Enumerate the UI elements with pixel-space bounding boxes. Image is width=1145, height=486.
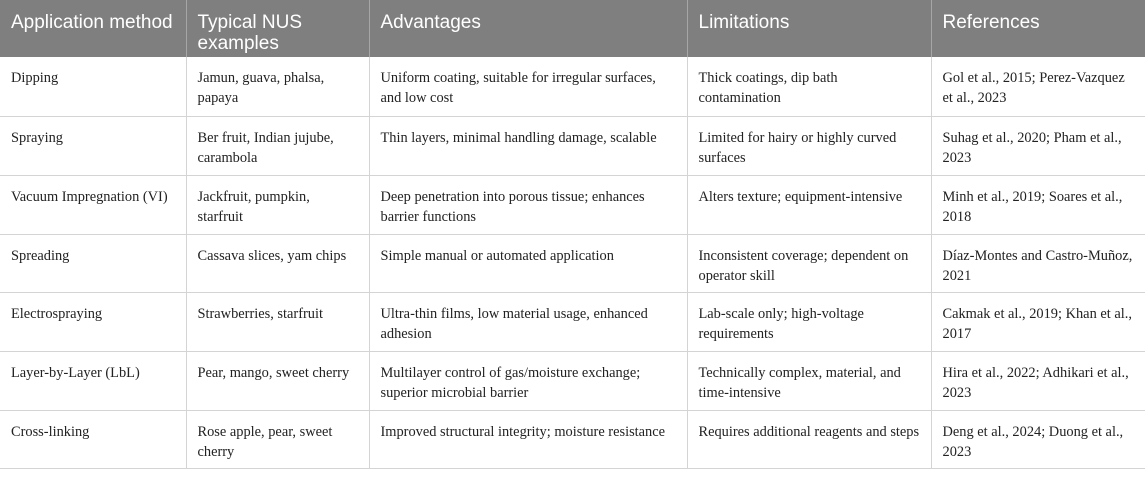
cell-method: Vacuum Impregnation (VI) bbox=[0, 175, 186, 234]
header-advantages: Advantages bbox=[369, 0, 687, 57]
cell-limitations: Thick coatings, dip bath contamination bbox=[687, 57, 931, 116]
cell-examples: Jackfruit, pumpkin, starfruit bbox=[186, 175, 369, 234]
cell-examples: Strawberries, starfruit bbox=[186, 292, 369, 351]
cell-references: Cakmak et al., 2019; Khan et al., 2017 bbox=[931, 292, 1145, 351]
cell-examples: Ber fruit, Indian jujube, carambola bbox=[186, 116, 369, 175]
cell-limitations: Inconsistent coverage; dependent on operator skill bbox=[687, 234, 931, 292]
cell-limitations: Requires additional reagents and steps bbox=[687, 410, 931, 468]
cell-limitations: Lab-scale only; high-voltage requirements bbox=[687, 292, 931, 351]
cell-references: Díaz-Montes and Castro-Muñoz, 2021 bbox=[931, 234, 1145, 292]
table-row bbox=[0, 116, 1145, 175]
cell-advantages: Thin layers, minimal handling damage, scalable bbox=[369, 116, 687, 175]
cell-examples: Rose apple, pear, sweet cherry bbox=[186, 410, 369, 468]
table-row bbox=[0, 351, 1145, 410]
cell-limitations: Alters texture; equipment-intensive bbox=[687, 175, 931, 234]
table-row bbox=[0, 410, 1145, 468]
cell-method: Cross-linking bbox=[0, 410, 186, 468]
cell-examples: Jamun, guava, phalsa, papaya bbox=[186, 57, 369, 116]
cell-method: Layer-by-Layer (LbL) bbox=[0, 351, 186, 410]
header-limitations: Limitations bbox=[687, 0, 931, 57]
header-typical-nus-examples: Typical NUS examples bbox=[186, 0, 369, 57]
cell-advantages: Improved structural integrity; moisture resistance bbox=[369, 410, 687, 468]
cell-advantages: Multilayer control of gas/moisture exchange; superior microbial barrier bbox=[369, 351, 687, 410]
cell-method: Spreading bbox=[0, 234, 186, 292]
cell-limitations: Limited for hairy or highly curved surfaces bbox=[687, 116, 931, 175]
cell-limitations: Technically complex, material, and time-intensive bbox=[687, 351, 931, 410]
cell-method: Dipping bbox=[0, 57, 186, 116]
cell-examples: Cassava slices, yam chips bbox=[186, 234, 369, 292]
table-row bbox=[0, 57, 1145, 116]
cell-examples: Pear, mango, sweet cherry bbox=[186, 351, 369, 410]
cell-references: Suhag et al., 2020; Pham et al., 2023 bbox=[931, 116, 1145, 175]
cell-advantages: Uniform coating, suitable for irregular surfaces, and low cost bbox=[369, 57, 687, 116]
cell-method: Electrospraying bbox=[0, 292, 186, 351]
header-references: References bbox=[931, 0, 1145, 57]
header-application-method: Application method bbox=[0, 0, 186, 57]
table-header bbox=[0, 0, 1145, 57]
table-body bbox=[0, 57, 1145, 468]
cell-advantages: Simple manual or automated application bbox=[369, 234, 687, 292]
cell-references: Hira et al., 2022; Adhikari et al., 2023 bbox=[931, 351, 1145, 410]
cell-references: Minh et al., 2019; Soares et al., 2018 bbox=[931, 175, 1145, 234]
cell-method: Spraying bbox=[0, 116, 186, 175]
cell-references: Deng et al., 2024; Duong et al., 2023 bbox=[931, 410, 1145, 468]
cell-advantages: Ultra-thin films, low material usage, enhanced adhesion bbox=[369, 292, 687, 351]
table-row bbox=[0, 175, 1145, 234]
header-row bbox=[0, 0, 1145, 57]
table-row bbox=[0, 234, 1145, 292]
table-row bbox=[0, 292, 1145, 351]
cell-advantages: Deep penetration into porous tissue; enhances barrier functions bbox=[369, 175, 687, 234]
cell-references: Gol et al., 2015; Perez-Vazquez et al., 2023 bbox=[931, 57, 1145, 116]
